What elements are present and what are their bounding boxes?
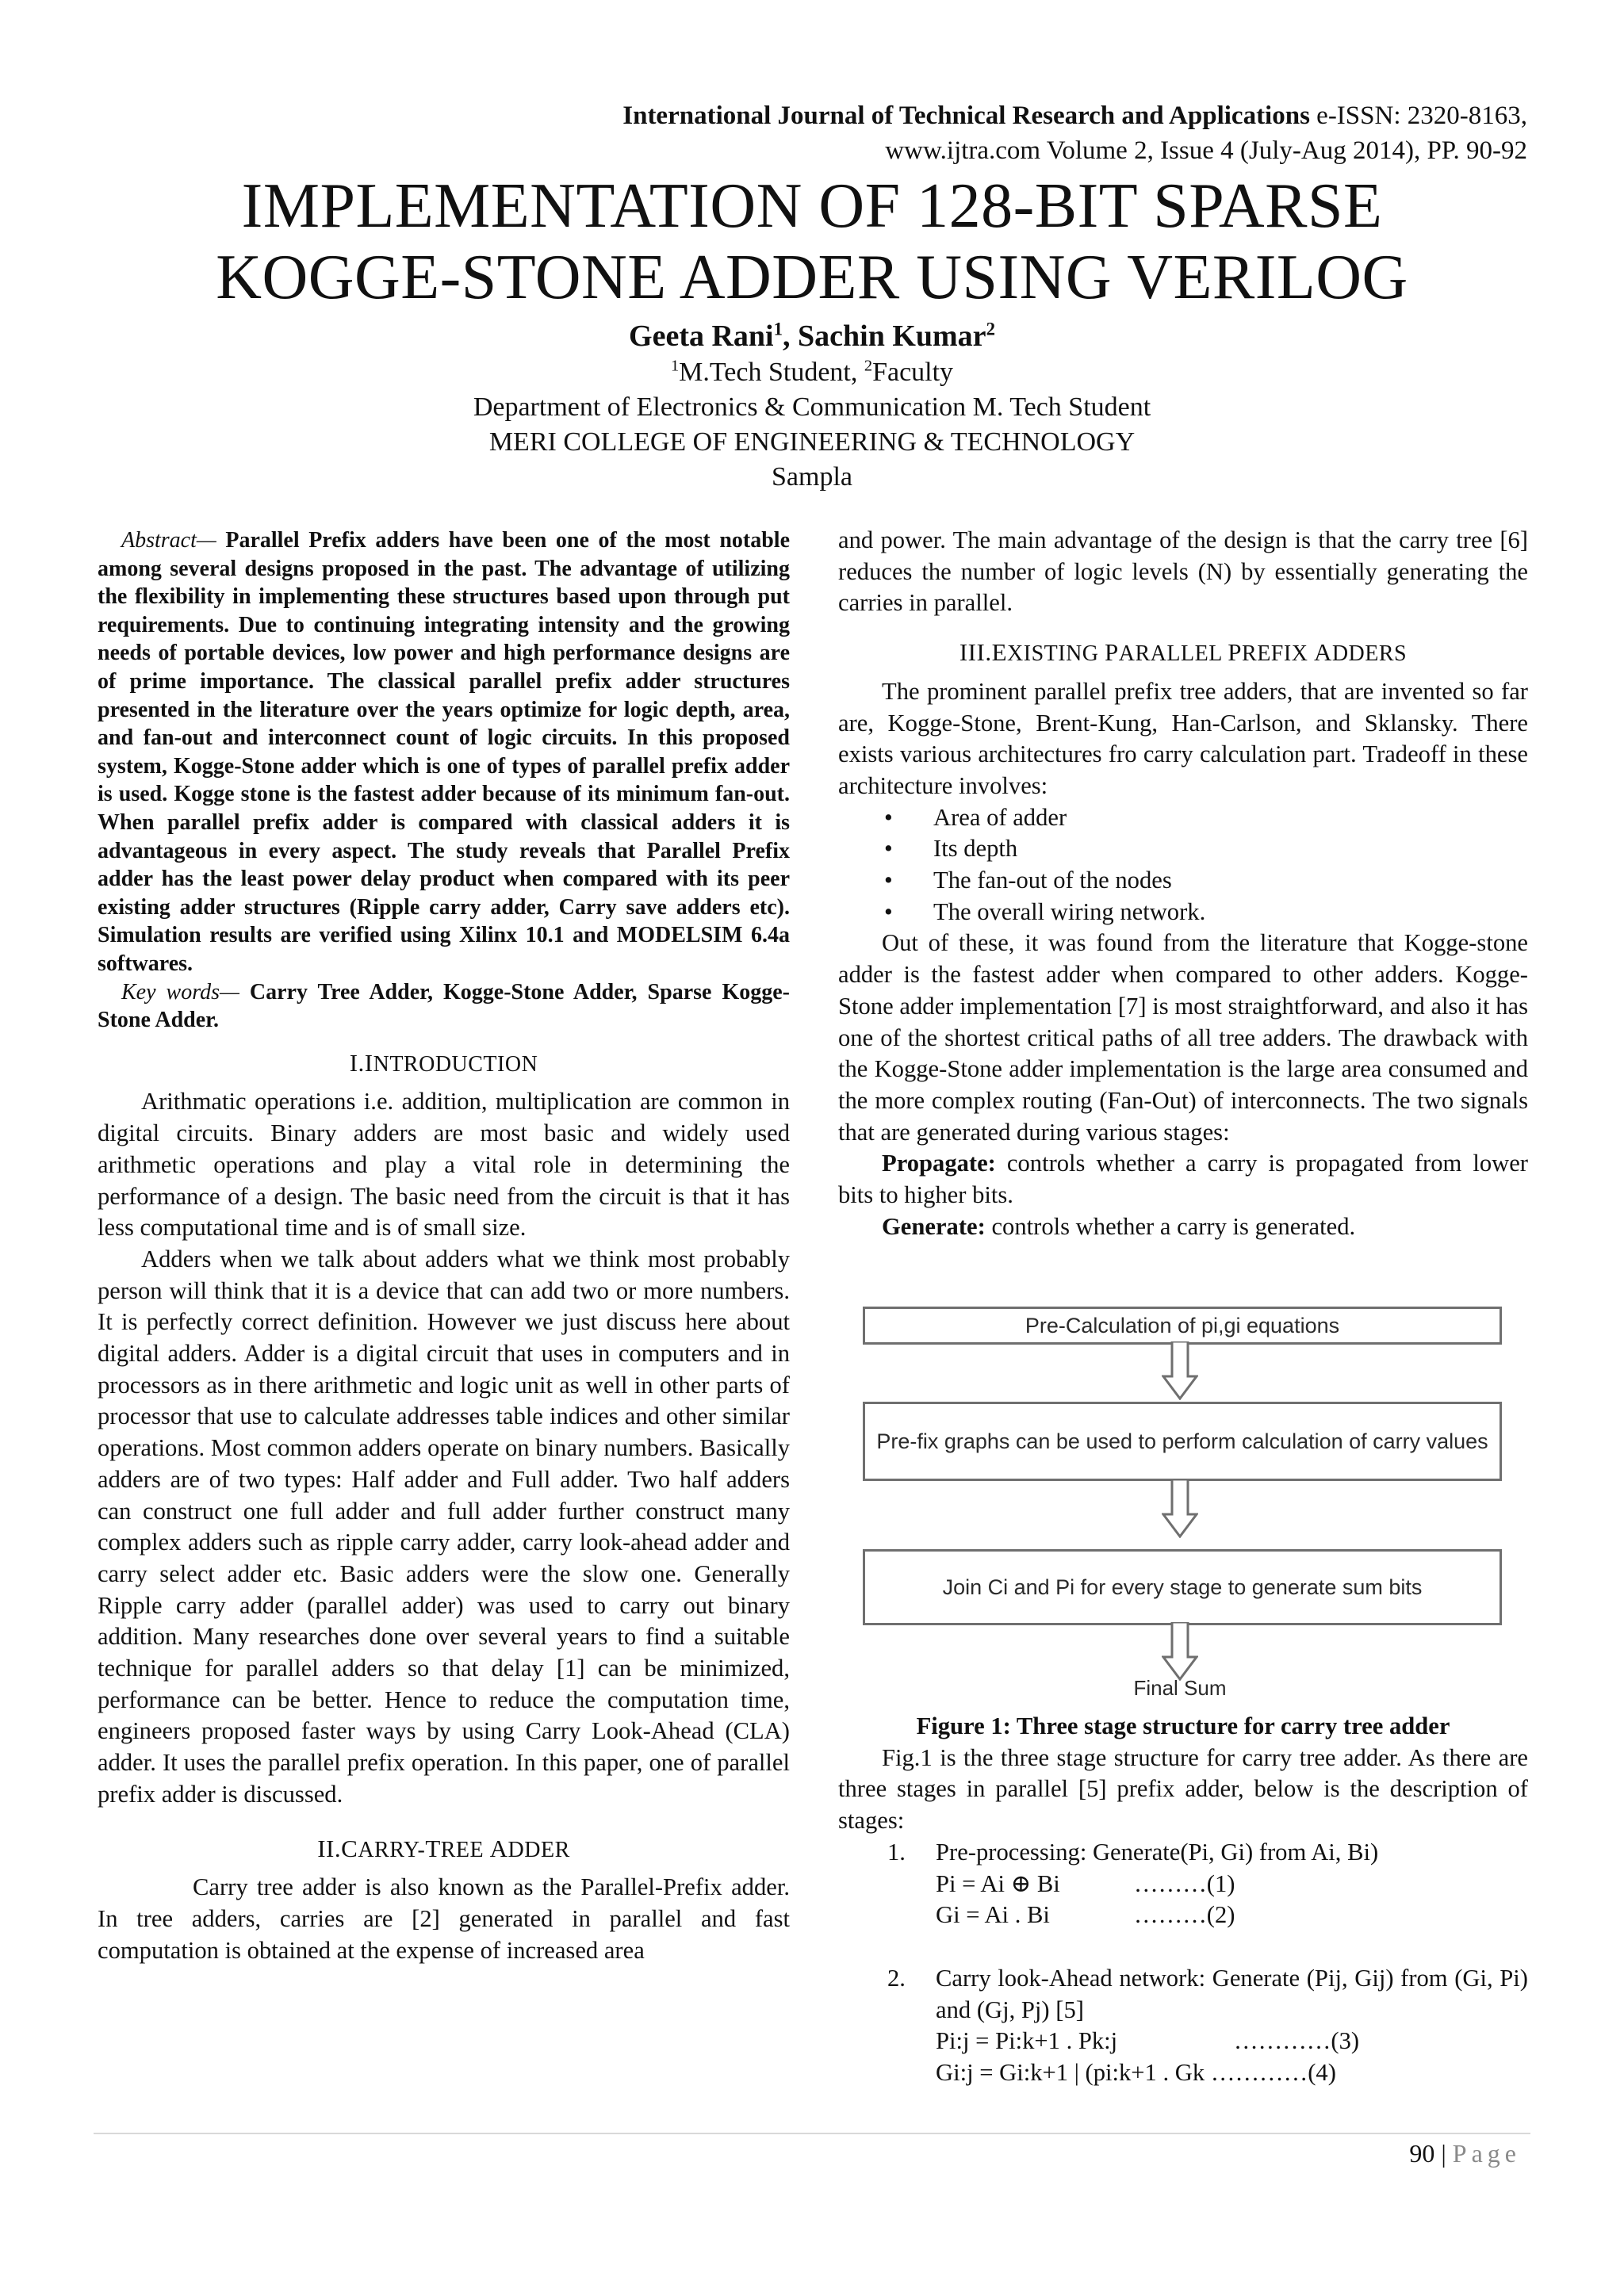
abstract-label: Abstract— [121,528,216,553]
equation-4 [838,2057,1528,2089]
list-item: • Its depth [933,833,1528,865]
role-1-sup: 1 [670,357,680,375]
equation-4-number: …………(4) [1210,2059,1336,2087]
author-separator: , [783,320,799,353]
role-1: M.Tech Student, [679,358,864,387]
journal-issn: e-ISSN: 2320-8163, [1309,101,1527,130]
equation-3-body: Pi:j = Pi:k+1 . Pk:j [936,2027,1118,2055]
keywords-label: Key words— [121,979,239,1004]
section-1-num: I. [349,1048,365,1077]
arrow-down-icon [1162,1479,1198,1538]
step-2-text: Carry look-Ahead network: Generate (Pij, Gij) from (Gi, Pi) and (Gj, Pj) [5] [936,1964,1528,2023]
kogge-stone-paragraph: Out of these, it was found from the literature that Kogge-stone adder is the fastest adder when compared to other adders. Kogge-Stone adder implementation [7] is most straightforward, and also it has one of the shortest critical paths of all tree adders. The drawback with the Kogge-Stone adder implementation is the large area consumed and the more complex routing (Fan-Out) of interconnects. The two signals that are generated during various stages: [838,929,1528,1146]
arrow-down-icon [1162,1341,1198,1400]
paper-title-line-2: KOGGE-STONE ADDER USING VERILOG [216,243,1408,312]
stages-list [838,1837,1528,1869]
section-2-r2: REE [440,1837,490,1862]
figure-final-sum: Final Sum [1133,1676,1227,1700]
section-3-r3: REFIX [1242,641,1314,667]
section-3-c4: A [1313,638,1332,667]
section-3-r2: ARALLEL [1118,641,1228,667]
author-1-sup: 1 [773,319,783,339]
page-number-separator: | [1434,2139,1453,2168]
generate-label: Generate: [882,1212,986,1240]
right-column-top [838,525,1528,1242]
author-2: Sachin Kumar [798,320,986,353]
equation-2 [838,1900,1528,1931]
section-2-c2: T [425,1834,441,1862]
equation-4-body: Gi:j = Gi:k+1 | (pi:k+1 . Gk [936,2059,1205,2087]
journal-header [622,98,1527,168]
section-2-dash: - [417,1837,426,1862]
arrow-down-icon [1162,1622,1198,1681]
section-3-heading [838,637,1528,670]
list-item: • Area of adder [933,802,1528,834]
section-3-c3: P [1228,638,1243,667]
paper-title-line-1: IMPLEMENTATION OF 128-BIT SPARSE [241,171,1383,241]
keywords [98,978,790,1035]
authors-line [0,319,1624,354]
generate-definition [838,1211,1528,1243]
place: Sampla [772,462,852,492]
figure-box-prefix-graphs: Pre-fix graphs can be used to perform calculation of carry values [863,1402,1502,1481]
carry-tree-paragraph: Carry tree adder is also known as the Parallel-Prefix adder. In tree adders, carries are [2] generated in parallel and fast computation is obtained at the expense of increased area [98,1873,790,1964]
figure-box-join: Join Ci and Pi for every stage to generate sum bits [863,1549,1502,1625]
section-2-c1: C [341,1834,358,1862]
stages-list-2 [838,1963,1528,2026]
journal-name-line [622,98,1527,133]
equation-3-number: …………(3) [1234,2027,1360,2055]
section-2-heading [98,1833,790,1866]
author-roles [0,355,1624,390]
footer-divider [94,2133,1530,2134]
propagate-definition [838,1148,1528,1211]
equation-1 [838,1869,1528,1900]
intro-paragraph-1: Arithmatic operations i.e. addition, multiplication are common in digital circuits. Binary adders are most basic and widely used arithmetic operations and play a vital role in determining the performance of a design. The basic need from the circuit is that it has less computational time and is of small size. [98,1088,790,1242]
equation-2-body: Gi = Ai . Bi [936,1901,1050,1929]
section-1-first: I [364,1048,373,1077]
propagate-label: Propagate: [882,1150,996,1177]
list-item [838,1837,1528,1869]
department: Department of Electronics & Communication M. Tech Student [473,392,1151,422]
section-3-c2: P [1105,638,1119,667]
page-number-value: 90 [1409,2139,1435,2168]
intro-paragraph-2: Adders when we talk about adders what we think most probably person will think that it is a device that can add two or more numbers. It is perfectly correct definition. However we just discuss here about digital adders. Adder is a digital circuit that uses in computers and in processors as in there arithmetic and logic unit as well in other parts of processor that use to calculate addresses table indices and other similar operations. Most common adders operate on binary numbers. Basically adders are of two types: Half adder and Full adder. Two half adders can construct one full adder and full adder further construct many complex adders such as ripple carry adder, carry look-ahead adder and carry select adder etc. Basic adders were the slow one. Generally Ripple carry adder (parallel adder) was used to carry out binary addition. Many researches done over several years to find a suitable technique for parallel adders so that delay [1] can be minimized, performance can be better. Hence to reduce the computation time, engineers proposed faster ways by using Carry Look-Ahead (CLA) adder. It uses the parallel prefix operation. In this paper, one of parallel prefix adder is discussed. [98,1245,790,1808]
role-2-sup: 2 [864,357,873,375]
step-2-num: 2. [887,1964,906,1992]
section-1-heading [98,1047,790,1081]
author-1: Geeta Rani [629,320,774,353]
journal-volume: www.ijtra.com Volume 2, Issue 4 (July-Aug 2014), PP. 90-92 [885,136,1527,165]
figure-1 [838,1300,1528,1700]
existing-adders-paragraph: The prominent parallel prefix tree adders, that are invented so far are, Kogge-Stone, Brent-Kung, Han-Carlson, and Sklansky. There exists various architectures fro carry calculation part. Tradeoff in these architecture involves: [838,677,1528,799]
section-3-r4: DDERS [1331,641,1408,667]
equation-3 [838,2026,1528,2057]
generate-text: controls whether a carry is generated. [985,1212,1356,1240]
tradeoff-list [838,802,1528,928]
section-2-c3: A [489,1834,508,1862]
figure-box-precalculation: Pre-Calculation of pi,gi equations [863,1307,1502,1345]
keywords-text: Carry Tree Adder, Kogge-Stone Adder, Sparse Kogge-Stone Adder. [98,979,790,1033]
step-1-text: Pre-processing: Generate(Pi, Gi) from Ai, Bi) [936,1838,1379,1866]
list-item: • The overall wiring network. [933,897,1528,928]
figure-description: Fig.1 is the three stage structure for carry tree adder. As there are three stages in parallel [5] prefix adder, below is the description of stages: [838,1743,1528,1835]
section-3-r1: XISTING [1007,641,1105,667]
spacer [838,1931,1528,1963]
abstract [98,526,790,978]
section-2-r3: DDER [508,1837,570,1862]
journal-name: International Journal of Technical Research and Applications [622,101,1310,130]
list-item [838,1963,1528,2026]
equation-2-number: ………(2) [1134,1901,1235,1929]
section-1-rest: NTRODUCTION [373,1051,538,1077]
list-item: • The fan-out of the nodes [933,865,1528,897]
right-column-bottom [838,1711,1528,2089]
page-label: Page [1452,2139,1521,2168]
section-2-r1: ARRY [358,1837,418,1862]
role-2: Faculty [872,358,954,387]
author-2-sup: 2 [986,319,995,339]
college: MERI COLLEGE OF ENGINEERING & TECHNOLOGY [488,427,1136,457]
section-2-num: II. [317,1834,342,1862]
abstract-text: Parallel Prefix adders have been one of the most notable among several designs proposed in the past. The advantage of utilizing the flexibility in implementing these structures based upon through put requirements. Due to continuing integrating intensity and the growing needs of portable devices, low power and high performance designs are of prime importance. The classical parallel prefix adder structures presented in the literature over the years optimize for logic depth, area, and fan-out and interconnect count of logic circuits. In this proposed system, Kogge-Stone adder which is one of types of parallel prefix adder is used. Kogge stone is the fastest adder because of its minimum fan-out. When parallel prefix adder is compared with classical adders it is advantageous in every aspect. The study reveals that Parallel Prefix adder has the least power delay product when compared with its peer existing adder structures (Ripple carry adder, Carry save adders etc). Simulation results are verified using Xilinx 10.1 and MODELSIM 6.4a softwares. [98,528,790,976]
left-column [98,526,790,1966]
propagate-text: controls whether a carry is propagated from lower bits to higher bits. [838,1150,1528,1209]
equation-1-body: Pi = Ai ⊕ Bi [936,1869,1060,1897]
figure-1-caption: Figure 1: Three stage structure for carry tree adder [916,1712,1450,1739]
equation-1-number: ………(1) [1134,1869,1235,1897]
page-number [1409,2137,1521,2169]
section-3-num: III. [959,638,992,667]
step-1-num: 1. [887,1838,906,1866]
section-3-c1: E [991,638,1008,667]
carry-tree-paragraph-cont: and power. The main advantage of the design is that the carry tree [6] reduces the number of logic levels (N) by essentially generating the carries in parallel. [838,526,1528,617]
